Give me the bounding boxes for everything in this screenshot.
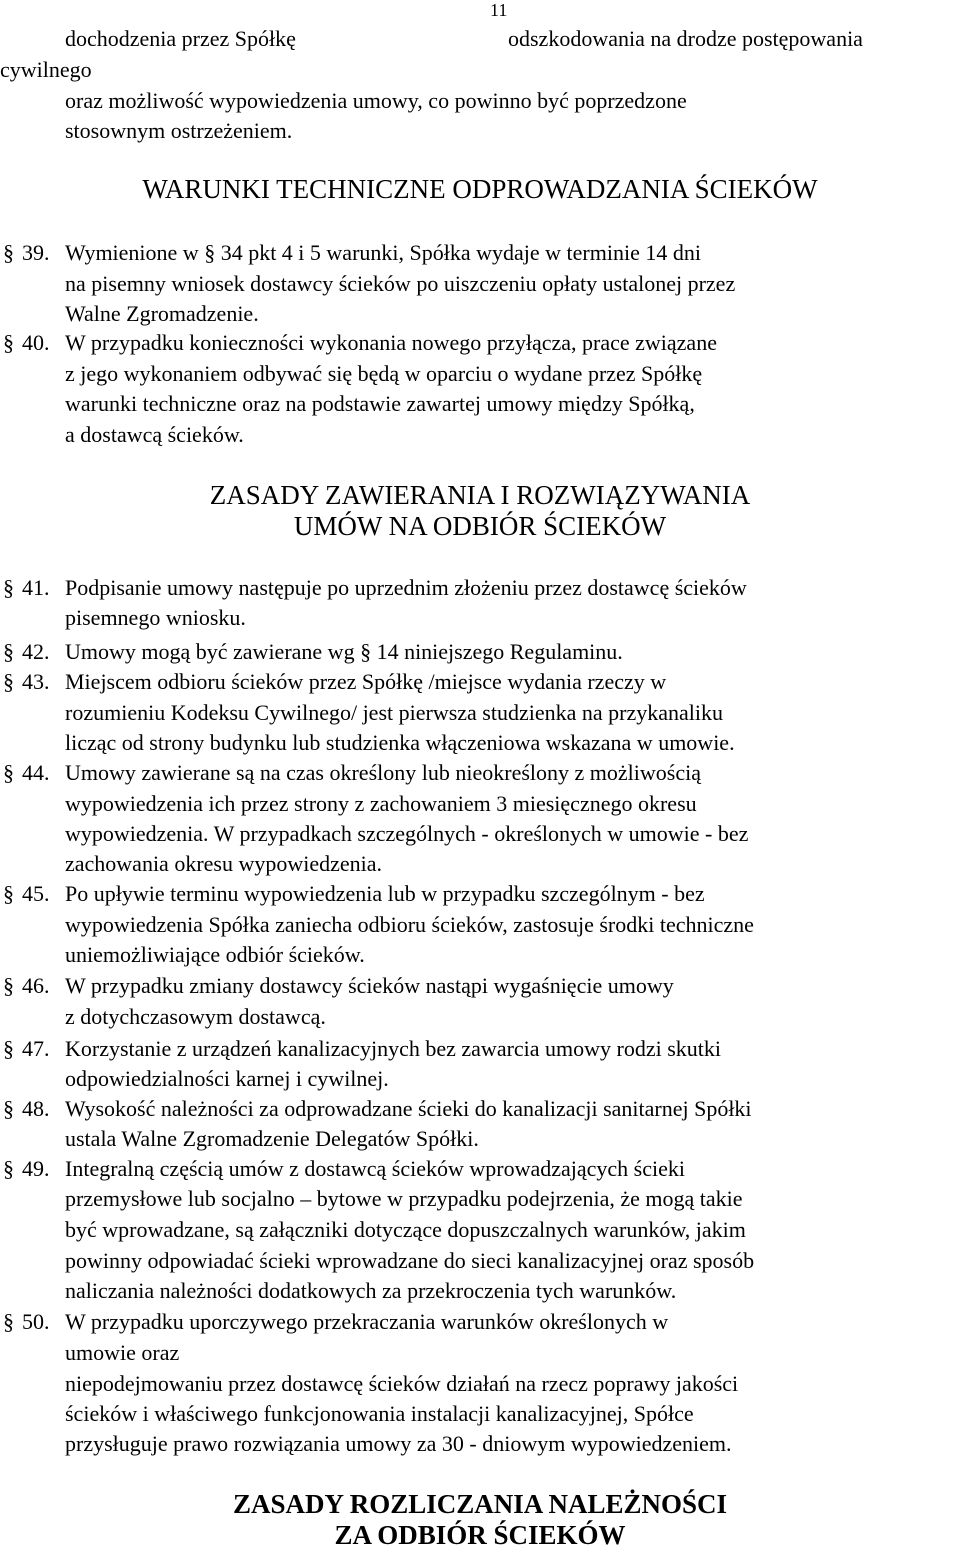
intro-line-text: stosownym ostrzeżeniem. <box>65 118 293 143</box>
paragraph-number: 42. <box>22 639 50 664</box>
page-number: 11 <box>490 0 508 20</box>
paragraph-text: Miejscem odbioru ścieków przez Spółkę /miejsce wydania rzeczy w <box>65 669 667 694</box>
intro-line-text: cywilnego <box>0 57 92 82</box>
section-symbol: § <box>3 575 14 600</box>
intro-line-text-right: odszkodowania na drodze postępowania <box>508 26 863 51</box>
paragraph-text: licząc od strony budynku lub studzienka włączeniowa wskazana w umowie. <box>65 730 735 755</box>
paragraph-text: Po upływie terminu wypowiedzenia lub w przypadku szczególnym - bez <box>65 881 705 906</box>
intro-line-text: dochodzenia przez Spółkę <box>65 26 296 51</box>
section-symbol: § <box>3 881 14 906</box>
paragraph-text: wypowiedzenia ich przez strony z zachowaniem 3 miesięcznego okresu <box>65 791 697 816</box>
paragraph-text: na pisemny wniosek dostawcy ścieków po uiszczeniu opłaty ustalonej przez <box>65 271 736 296</box>
paragraph-text: powinny odpowiadać ścieki wprowadzane do sieci kanalizacyjnej oraz sposób <box>65 1248 755 1273</box>
paragraph-text: wypowiedzenia. W przypadkach szczególnych - określonych w umowie - bez <box>65 821 749 846</box>
section-heading: ZASADY ZAWIERANIA I ROZWIĄZYWANIA <box>209 480 751 510</box>
paragraph-text: warunki techniczne oraz na podstawie zawartej umowy między Spółką, <box>65 391 695 416</box>
paragraph-number: 40. <box>22 330 50 355</box>
paragraph-text: Korzystanie z urządzeń kanalizacyjnych bez zawarcia umowy rodzi skutki <box>65 1036 722 1061</box>
paragraph-text: być wprowadzane, są załączniki dotyczące dopuszczalnych warunków, jakim <box>65 1217 746 1242</box>
paragraph-text: odpowiedzialności karnej i cywilnej. <box>65 1066 389 1091</box>
paragraph-text: W przypadku konieczności wykonania nowego przyłącza, prace związane <box>65 330 717 355</box>
section-symbol: § <box>3 760 14 785</box>
paragraph-text: Podpisanie umowy następuje po uprzednim złożeniu przez dostawcę ścieków <box>65 575 747 600</box>
section-heading: ZA ODBIÓR ŚCIEKÓW <box>334 1520 626 1550</box>
paragraph-text: wypowiedzenia Spółka zaniecha odbioru ścieków, zastosuje środki techniczne <box>65 912 754 937</box>
paragraph-text: uniemożliwiające odbiór ścieków. <box>65 942 365 967</box>
section-symbol: § <box>3 1156 14 1181</box>
paragraph-number: 39. <box>22 240 50 265</box>
paragraph-number: 50. <box>22 1309 50 1334</box>
paragraph-text: umowie oraz <box>65 1340 180 1365</box>
paragraph-text: Walne Zgromadzenie. <box>65 301 259 326</box>
section-heading: UMÓW NA ODBIÓR ŚCIEKÓW <box>293 511 667 541</box>
paragraph-text: rozumieniu Kodeksu Cywilnego/ jest pierwsza studzienka na przykanaliku <box>65 700 723 725</box>
section-heading: WARUNKI TECHNICZNE ODPROWADZANIA ŚCIEKÓW <box>142 174 818 204</box>
paragraph-text: Wymienione w § 34 pkt 4 i 5 warunki, Spółka wydaje w terminie 14 dni <box>65 240 701 265</box>
paragraph-number: 46. <box>22 973 50 998</box>
paragraph-text: niepodejmowaniu przez dostawcę ścieków działań na rzecz poprawy jakości <box>65 1371 739 1396</box>
paragraph-text: zachowania okresu wypowiedzenia. <box>65 851 383 876</box>
paragraph-text: przysługuje prawo rozwiązania umowy za 30 - dniowym wypowiedzeniem. <box>65 1431 732 1456</box>
section-symbol: § <box>3 1096 14 1121</box>
paragraph-number: 41. <box>22 575 50 600</box>
paragraph-text: pisemnego wniosku. <box>65 605 246 630</box>
section-symbol: § <box>3 669 14 694</box>
paragraph-text: ścieków i właściwego funkcjonowania instalacji kanalizacyjnej, Spółce <box>65 1401 694 1426</box>
section-symbol: § <box>3 1036 14 1061</box>
paragraph-number: 48. <box>22 1096 50 1121</box>
paragraph-text: a dostawcą ścieków. <box>65 422 244 447</box>
paragraph-text: przemysłowe lub socjalno – bytowe w przypadku podejrzenia, że mogą takie <box>65 1186 743 1211</box>
paragraph-text: z jego wykonaniem odbywać się będą w oparciu o wydane przez Spółkę <box>65 361 703 386</box>
paragraph-number: 43. <box>22 669 50 694</box>
paragraph-number: 47. <box>22 1036 50 1061</box>
paragraph-text: Wysokość należności za odprowadzane ścieki do kanalizacji sanitarnej Spółki <box>65 1096 752 1121</box>
paragraph-text: Umowy mogą być zawierane wg § 14 niniejszego Regulaminu. <box>65 639 623 664</box>
paragraph-text: W przypadku uporczywego przekraczania warunków określonych w <box>65 1309 669 1334</box>
paragraph-number: 45. <box>22 881 50 906</box>
section-symbol: § <box>3 639 14 664</box>
paragraph-number: 44. <box>22 760 50 785</box>
section-symbol: § <box>3 1309 14 1334</box>
paragraph-text: ustala Walne Zgromadzenie Delegatów Spółki. <box>65 1126 479 1151</box>
paragraph-text: Umowy zawierane są na czas określony lub nieokreślony z możliwością <box>65 760 701 785</box>
paragraph-text: z dotychczasowym dostawcą. <box>65 1004 326 1029</box>
paragraph-number: 49. <box>22 1156 50 1181</box>
paragraph-text: W przypadku zmiany dostawcy ścieków nastąpi wygaśnięcie umowy <box>65 973 674 998</box>
section-symbol: § <box>3 330 14 355</box>
section-symbol: § <box>3 973 14 998</box>
paragraph-text: Integralną częścią umów z dostawcą ścieków wprowadzających ścieki <box>65 1156 685 1181</box>
section-symbol: § <box>3 240 14 265</box>
section-heading: ZASADY ROZLICZANIA NALEŻNOŚCI <box>232 1489 728 1519</box>
paragraph-text: naliczania należności dodatkowych za przekroczenia tych warunków. <box>65 1278 677 1303</box>
intro-line-text: oraz możliwość wypowiedzenia umowy, co powinno być poprzedzone <box>65 88 687 113</box>
